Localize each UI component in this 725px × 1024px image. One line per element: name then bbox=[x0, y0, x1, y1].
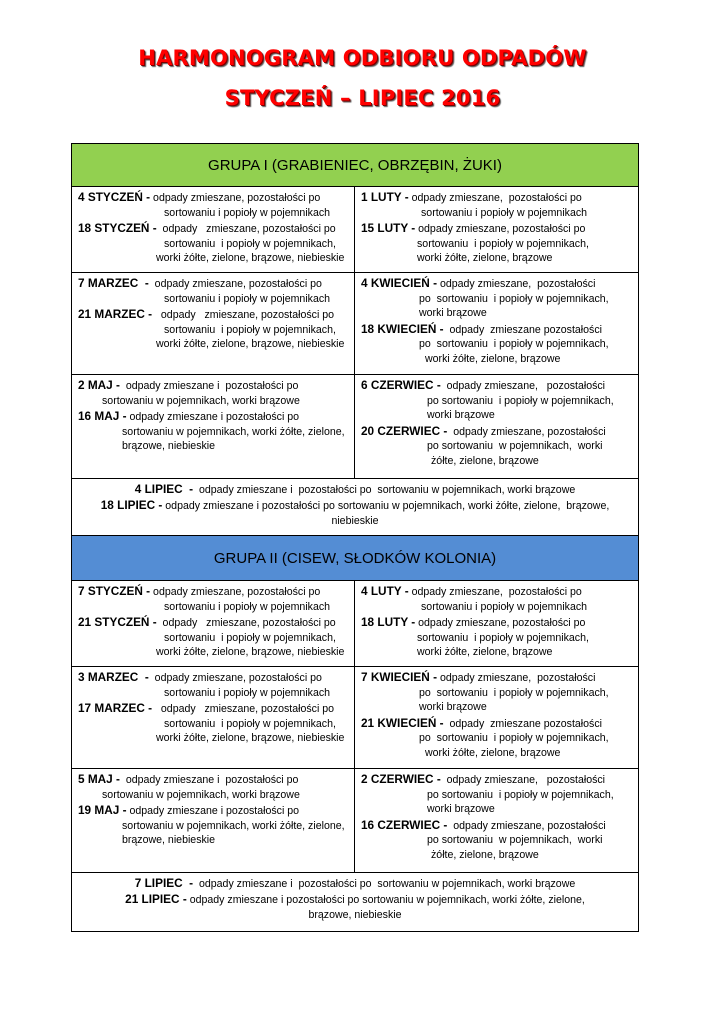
entry-text: worki żółte, zielone, brązowe, niebieskie bbox=[156, 732, 345, 745]
entry-text: brązowe, niebieskie bbox=[122, 834, 216, 847]
entry-text: worki żółte, zielone, brązowe bbox=[425, 352, 561, 365]
entry-date: 19 MAJ - bbox=[78, 803, 127, 818]
entry-text: odpady zmieszane, pozostałości po bbox=[150, 586, 321, 598]
entry-text: odpady zmieszane, pozostałości po bbox=[415, 223, 586, 236]
schedule-entry bbox=[361, 615, 634, 660]
schedule-entry bbox=[78, 221, 350, 266]
table-row bbox=[72, 667, 638, 769]
entry-text: po sortowaniu w pojemnikach, worki bbox=[427, 440, 603, 453]
table-cell bbox=[355, 187, 638, 272]
entry-text: po sortowaniu i popioły w pojemnikach, bbox=[419, 338, 609, 351]
schedule-entry bbox=[361, 716, 634, 761]
entry-text: odpady zmieszane, pozostałości po bbox=[148, 278, 322, 290]
entry-text: odpady zmieszane pozostałości bbox=[443, 717, 602, 730]
entry-date: 5 MAJ - bbox=[78, 772, 120, 786]
entry-text: odpady zmieszane, pozostałości po bbox=[408, 192, 582, 204]
entry-text: odpady zmieszane i pozostałości po sortowaniu w pojemnikach, worki brązowe bbox=[193, 484, 576, 496]
schedule-entry bbox=[361, 772, 634, 817]
entry-text: worki żółte, zielone, brązowe, niebieskie bbox=[156, 252, 345, 265]
entry-text: żółte, zielone, brązowe bbox=[431, 454, 539, 467]
entry-date: 6 CZERWIEC - bbox=[361, 378, 441, 392]
table-row bbox=[72, 581, 638, 667]
entry-text: sortowaniu i popioły w pojemnikach bbox=[421, 206, 588, 219]
entry-date: 16 MAJ - bbox=[78, 409, 127, 424]
table-cell bbox=[355, 667, 638, 768]
entry-text: odpady zmieszane i pozostałości po bbox=[119, 774, 299, 786]
group-2-heading: GRUPA II (CISEW, SŁODKÓW KOLONIA) bbox=[72, 536, 638, 581]
entry-text: worki brązowe bbox=[419, 307, 487, 320]
entry-date: 21 LIPIEC - bbox=[125, 892, 187, 906]
entry-text: worki brązowe bbox=[419, 701, 487, 714]
schedule-entry bbox=[361, 670, 634, 715]
schedule-entry bbox=[78, 409, 350, 454]
entry-text: worki żółte, zielone, brązowe bbox=[425, 746, 561, 759]
schedule-entry bbox=[361, 424, 634, 469]
entry-text: odpady zmieszane i pozostałości po sortowaniu w pojemnikach, worki żółte, zielone, brązowe, bbox=[162, 500, 610, 512]
entry-text: odpady zmieszane, pozostałości bbox=[440, 380, 606, 392]
entry-text: brązowe, niebieskie bbox=[308, 909, 402, 921]
entry-text: sortowaniu w pojemnikach, worki żółte, zielone, bbox=[122, 819, 345, 832]
schedule-entry bbox=[78, 803, 350, 848]
schedule-table bbox=[71, 143, 639, 932]
entry-date: 15 LUTY - bbox=[361, 221, 416, 236]
document-title: HARMONOGRAM ODBIORU ODPADÓW bbox=[138, 46, 587, 70]
entry-text: sortowaniu i popioły w pojemnikach bbox=[421, 600, 588, 613]
entry-date: 18 LIPIEC - bbox=[100, 498, 163, 512]
schedule-entry bbox=[78, 670, 350, 700]
table-cell bbox=[72, 581, 355, 666]
entry-text: odpady zmieszane, pozostałości bbox=[437, 672, 596, 684]
table-row bbox=[72, 375, 638, 479]
entry-date: 3 MARZEC - bbox=[78, 670, 149, 684]
schedule-entry bbox=[78, 190, 350, 220]
entry-text: odpady zmieszane pozostałości bbox=[443, 323, 602, 336]
entry-text: odpady zmieszane, pozostałości po bbox=[152, 309, 335, 322]
schedule-entry bbox=[78, 701, 350, 746]
entry-text: worki żółte, zielone, brązowe, niebieskie bbox=[156, 646, 345, 659]
schedule-entry bbox=[78, 276, 350, 306]
entry-text: odpady zmieszane, pozostałości po bbox=[152, 703, 335, 716]
entry-text: odpady zmieszane, pozostałości bbox=[447, 425, 606, 438]
entry-date: 7 MARZEC - bbox=[78, 276, 149, 290]
table-row bbox=[72, 769, 638, 873]
entry-text: żółte, zielone, brązowe bbox=[431, 848, 539, 861]
table-cell bbox=[72, 769, 355, 872]
entry-text: po sortowaniu i popioły w pojemnikach, bbox=[419, 292, 609, 305]
schedule-entry bbox=[78, 307, 350, 352]
entry-text: sortowaniu w pojemnikach, worki brązowe bbox=[102, 788, 300, 801]
entry-text: sortowaniu i popioły w pojemnikach, bbox=[164, 631, 336, 644]
entry-text: odpady zmieszane i pozostałości po bbox=[126, 805, 300, 818]
entry-date: 17 MARZEC - bbox=[78, 701, 153, 716]
table-cell bbox=[72, 375, 355, 478]
entry-text: sortowaniu i popioły w pojemnikach, bbox=[164, 323, 336, 336]
july-row-group-2 bbox=[72, 873, 638, 931]
entry-text: sortowaniu i popioły w pojemnikach, bbox=[164, 717, 336, 730]
entry-text: odpady zmieszane i pozostałości po bbox=[119, 380, 299, 392]
schedule-entry bbox=[80, 892, 630, 923]
table-cell bbox=[355, 273, 638, 374]
entry-date: 1 LUTY - bbox=[361, 190, 409, 204]
entry-text: sortowaniu i popioły w pojemnikach, bbox=[164, 237, 336, 250]
table-row bbox=[72, 273, 638, 375]
entry-text: worki żółte, zielone, brązowe bbox=[417, 252, 553, 265]
schedule-entry bbox=[80, 498, 630, 529]
entry-text: odpady zmieszane, pozostałości po bbox=[156, 617, 336, 630]
table-cell bbox=[72, 667, 355, 768]
schedule-entry bbox=[78, 615, 350, 660]
entry-date: 4 LIPIEC - bbox=[134, 482, 194, 496]
entry-date: 7 LIPIEC - bbox=[134, 876, 194, 890]
table-cell bbox=[355, 375, 638, 478]
entry-date: 21 MARZEC - bbox=[78, 307, 153, 322]
entry-date: 2 MAJ - bbox=[78, 378, 120, 392]
schedule-entry bbox=[78, 772, 350, 802]
entry-date: 4 STYCZEŃ - bbox=[78, 190, 151, 204]
entry-text: odpady zmieszane i pozostałości po sortowaniu w pojemnikach, worki brązowe bbox=[193, 878, 576, 890]
table-cell bbox=[355, 769, 638, 872]
table-cell bbox=[355, 581, 638, 666]
entry-text: sortowaniu w pojemnikach, worki brązowe bbox=[102, 394, 300, 407]
schedule-entry bbox=[78, 584, 350, 614]
entry-text: odpady zmieszane i pozostałości po bbox=[126, 411, 300, 424]
entry-text: po sortowaniu w pojemnikach, worki bbox=[427, 834, 603, 847]
entry-text: odpady zmieszane i pozostałości po sortowaniu w pojemnikach, worki żółte, zielone, bbox=[186, 894, 585, 906]
entry-text: worki żółte, zielone, brązowe, niebieskie bbox=[156, 338, 345, 351]
schedule-entry bbox=[361, 584, 634, 614]
entry-text: sortowaniu i popioły w pojemnikach bbox=[164, 206, 331, 219]
document-subtitle: STYCZEŃ – LIPIEC 2016 bbox=[224, 86, 501, 110]
entry-date: 18 STYCZEŃ - bbox=[78, 221, 157, 236]
table-row bbox=[72, 187, 638, 273]
table-cell bbox=[72, 273, 355, 374]
entry-text: po sortowaniu i popioły w pojemnikach, bbox=[419, 732, 609, 745]
schedule-entry bbox=[361, 276, 634, 321]
entry-date: 16 CZERWIEC - bbox=[361, 817, 448, 832]
entry-date: 18 KWIECIEŃ - bbox=[361, 321, 444, 336]
entry-text: odpady zmieszane, pozostałości po bbox=[150, 192, 321, 204]
entry-text: po sortowaniu i popioły w pojemnikach, bbox=[427, 394, 614, 407]
entry-date: 20 CZERWIEC - bbox=[361, 423, 448, 438]
entry-text: odpady zmieszane, pozostałości po bbox=[156, 223, 336, 236]
entry-text: odpady zmieszane, pozostałości bbox=[447, 819, 606, 832]
entry-date: 21 STYCZEŃ - bbox=[78, 615, 157, 630]
table-cell bbox=[72, 187, 355, 272]
schedule-entry bbox=[361, 378, 634, 423]
entry-text: odpady zmieszane, pozostałości po bbox=[408, 586, 582, 598]
entry-text: sortowaniu i popioły w pojemnikach bbox=[164, 292, 331, 305]
entry-text: niebieskie bbox=[331, 515, 379, 527]
entry-text: sortowaniu i popioły w pojemnikach bbox=[164, 600, 331, 613]
entry-date: 4 LUTY - bbox=[361, 584, 409, 598]
entry-text: odpady zmieszane, pozostałości po bbox=[415, 617, 586, 630]
july-row-group-1 bbox=[72, 479, 638, 536]
entry-date: 4 KWIECIEŃ - bbox=[361, 276, 438, 290]
entry-text: worki żółte, zielone, brązowe bbox=[417, 646, 553, 659]
entry-text: sortowaniu w pojemnikach, worki żółte, zielone, bbox=[122, 425, 345, 438]
entry-text: odpady zmieszane, pozostałości po bbox=[148, 672, 322, 684]
entry-text: brązowe, niebieskie bbox=[122, 440, 216, 453]
schedule-entry bbox=[361, 190, 634, 220]
entry-date: 7 STYCZEŃ - bbox=[78, 584, 151, 598]
entry-text: sortowaniu i popioły w pojemnikach, bbox=[417, 631, 589, 644]
entry-date: 2 CZERWIEC - bbox=[361, 772, 441, 786]
entry-date: 18 LUTY - bbox=[361, 615, 416, 630]
entry-text: worki brązowe bbox=[427, 803, 495, 816]
entry-text: worki brązowe bbox=[427, 409, 495, 422]
entry-date: 7 KWIECIEŃ - bbox=[361, 670, 438, 684]
entry-text: odpady zmieszane, pozostałości bbox=[437, 278, 596, 290]
entry-date: 21 KWIECIEŃ - bbox=[361, 715, 444, 730]
schedule-entry bbox=[361, 322, 634, 367]
entry-text: sortowaniu i popioły w pojemnikach bbox=[164, 686, 331, 699]
entry-text: po sortowaniu i popioły w pojemnikach, bbox=[427, 788, 614, 801]
entry-text: sortowaniu i popioły w pojemnikach, bbox=[417, 237, 589, 250]
schedule-entry bbox=[361, 221, 634, 266]
entry-text: po sortowaniu i popioły w pojemnikach, bbox=[419, 686, 609, 699]
schedule-entry bbox=[80, 876, 630, 892]
group-1-heading: GRUPA I (GRABIENIEC, OBRZĘBIN, ŻUKI) bbox=[72, 144, 638, 187]
entry-text: odpady zmieszane, pozostałości bbox=[440, 774, 606, 786]
schedule-entry bbox=[361, 818, 634, 863]
schedule-entry bbox=[80, 482, 630, 498]
schedule-entry bbox=[78, 378, 350, 408]
